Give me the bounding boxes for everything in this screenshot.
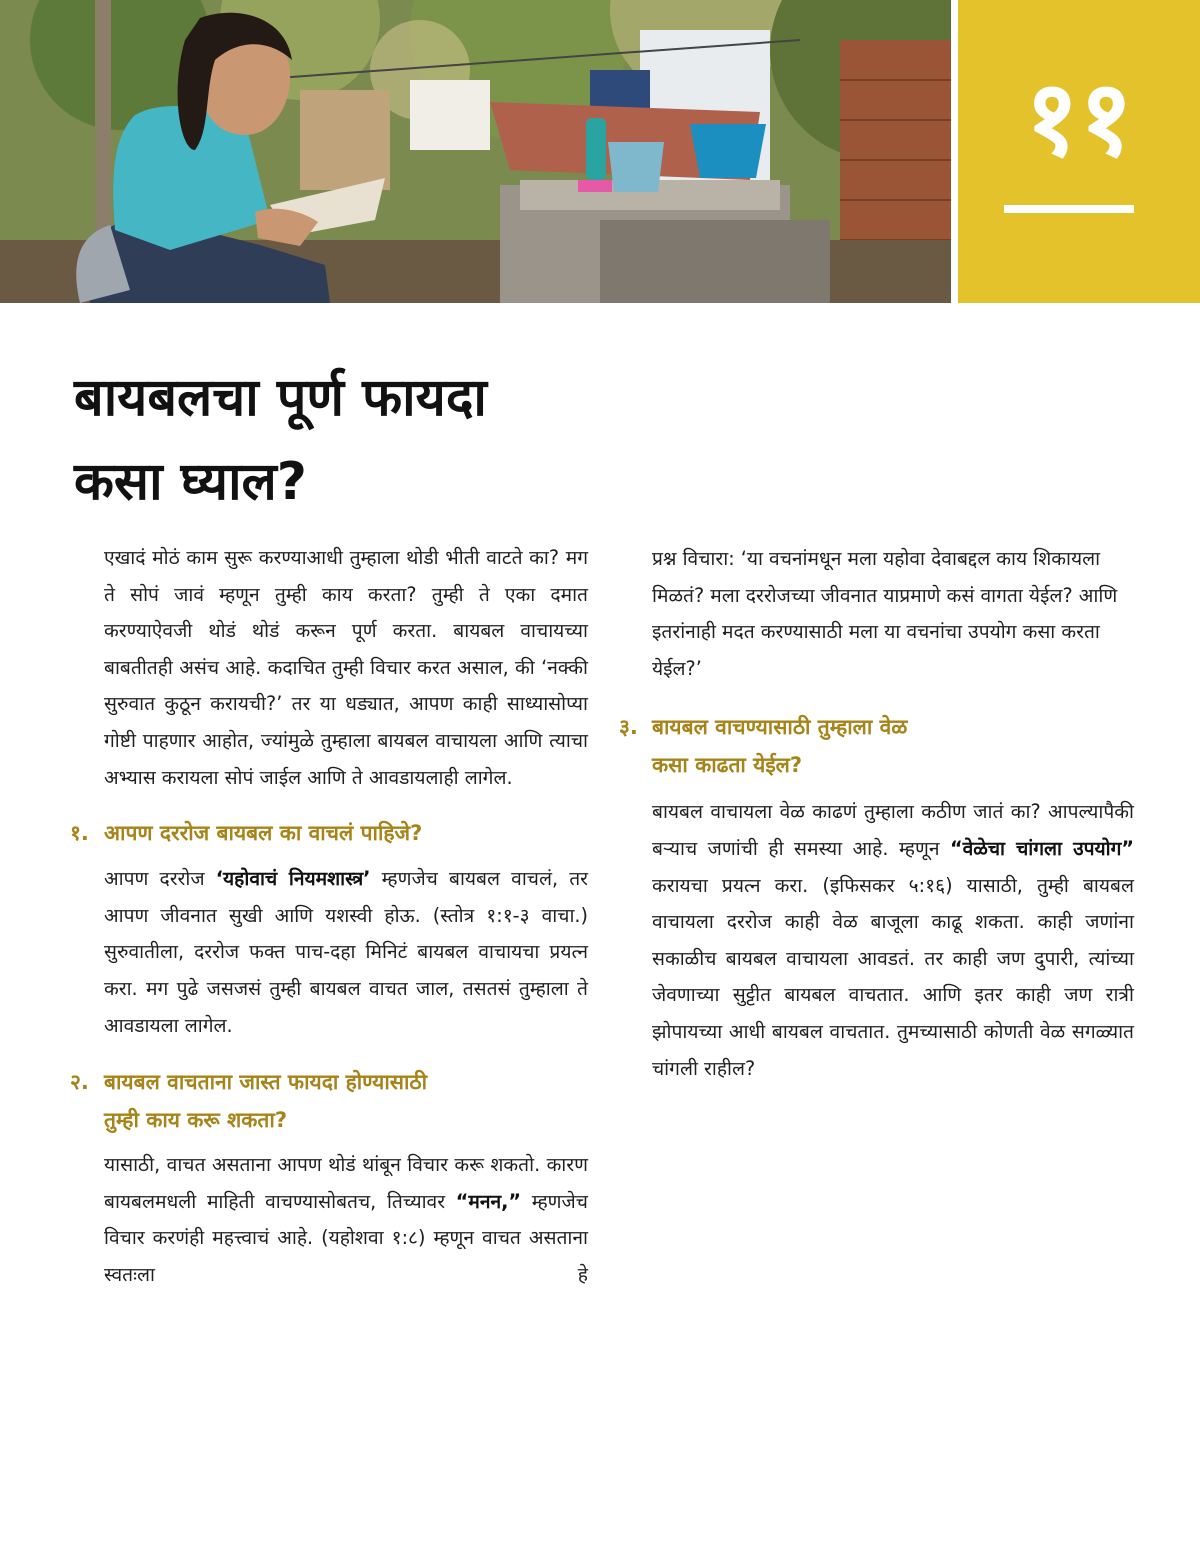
hero-photo [0, 0, 951, 303]
page-title-line-2: कसा घ्याल? [74, 452, 307, 512]
chapter-number-block [958, 0, 1200, 303]
section-3-number: ३. [619, 715, 638, 740]
section-2-paragraph [104, 1147, 588, 1293]
section-3-paragraph [652, 794, 1134, 1087]
section-2-text-b: म्हणजेच विचार करणंही महत्त्वाचं आहे. (यहोशवा १:८) म्हणून वाचत असताना स्वतःला हे [104, 1189, 588, 1286]
section-1-text-b: म्हणजेच बायबल वाचलं, तर आपण जीवनात सुखी आणि यशस्वी होऊ. (स्तोत्र १:१-३ वाचा.) सुरुवातीला, दररोज फक्त पाच-दहा मिनिटं बायबल वाचायचा प्रयत्न करा. मग पुढे जसजसं तुम्ही बायबल वाचत जाल, तसतसं तुम्हाला ते आवडायला लागेल. [104, 867, 588, 1037]
section-3-heading [619, 708, 1134, 784]
section-1-emphasis: ‘यहोवाचं नियमशास्त्र’ [215, 867, 371, 891]
section-2-text-a: यासाठी, वाचत असताना आपण थोडं थांबून विचार करू शकतो. कारण बायबलमधली माहिती वाचण्यासोबतच, तिच्यावर [104, 1153, 588, 1213]
section-2-number: २. [70, 1070, 89, 1095]
section-3-heading-line-2: कसा काढता येईल? [652, 753, 803, 778]
section-3-text-b: करायचा प्रयत्न करा. (इफिसकर ५:१६) यासाठी, तुम्ही बायबल वाचायला दररोज काही वेळ बाजूला काढू शकता. काही जणांना सकाळीच बायबल वाचायला आवडतं. तर काही जण दुपारी, त्यांच्या जेवणाच्या सुट्टीत बायबल वाचतात. आणि इतर काही जण रात्री झोपायच्या आधी बायबल वाचतात. तुमच्यासाठी कोणती वेळ सगळ्यात चांगली राहील? [652, 873, 1134, 1080]
section-3-heading-line-1: बायबल वाचण्यासाठी तुम्हाला वेळ [652, 715, 908, 740]
section-1-paragraph [104, 861, 588, 1044]
section-2-heading-line-1: बायबल वाचताना जास्त फायदा होण्यासाठी [104, 1070, 428, 1095]
section-2-paragraph-continued: प्रश्न विचारा: ‘या वचनांमधून मला यहोवा देवाबद्दल काय शिकायला मिळतं? मला दररोजच्या जीवनात याप्रमाणे कसं वागता येईल? आणि इतरांनाही मदत करण्यासाठी मला या वचनांचा उपयोग कसा करता येईल?’ [652, 547, 1118, 680]
woman-reading-photo [0, 0, 951, 303]
chapter-rule [1004, 205, 1134, 213]
section-2-emphasis: “मनन,” [455, 1189, 522, 1213]
section-2-heading-line-2: तुम्ही काय करू शकता? [104, 1108, 288, 1133]
section-3-text-a: बायबल वाचायला वेळ काढणं तुम्हाला कठीण जातं का? आपल्यापैकी बऱ्याच जणांची ही समस्या आहे. म्हणून [652, 800, 1134, 860]
page-title [74, 356, 634, 524]
page-title-line-1: बायबलचा पूर्ण फायदा [74, 368, 487, 428]
intro-paragraph: एखादं मोठं काम सुरू करण्याआधी तुम्हाला थोडी भीती वाटते का? मग ते सोपं जावं म्हणून तुम्ही काय करता? तुम्ही ते एका दमात करण्याऐवजी थोडं थोडं करून पूर्ण करता. बायबल वाचायच्या बाबतीतही असंच आहे. कदाचित तुम्ही विचार करत असाल, की ‘नक्की सुरुवात कुठून करायची?’ तर या धड्यात, आपण काही साध्यासोप्या गोष्टी पाहणार आहोत, ज्यांमुळे तुम्हाला बायबल वाचायला आणि त्याचा अभ्यास करायला सोपं जाईल आणि ते आवडायलाही लागेल. [104, 546, 588, 789]
section-1-heading-text: आपण दररोज बायबल का वाचलं पाहिजे? [104, 821, 423, 846]
right-column [619, 541, 1135, 1087]
section-2-heading [70, 1063, 588, 1139]
chapter-number: ११ [1024, 57, 1134, 179]
left-column [70, 540, 588, 1294]
section-1-number: १. [70, 821, 89, 846]
section-3-emphasis: “वेळेचा चांगला उपयोग” [949, 836, 1135, 860]
section-1-heading [70, 814, 588, 852]
section-1-text-a: आपण दररोज [104, 867, 216, 891]
